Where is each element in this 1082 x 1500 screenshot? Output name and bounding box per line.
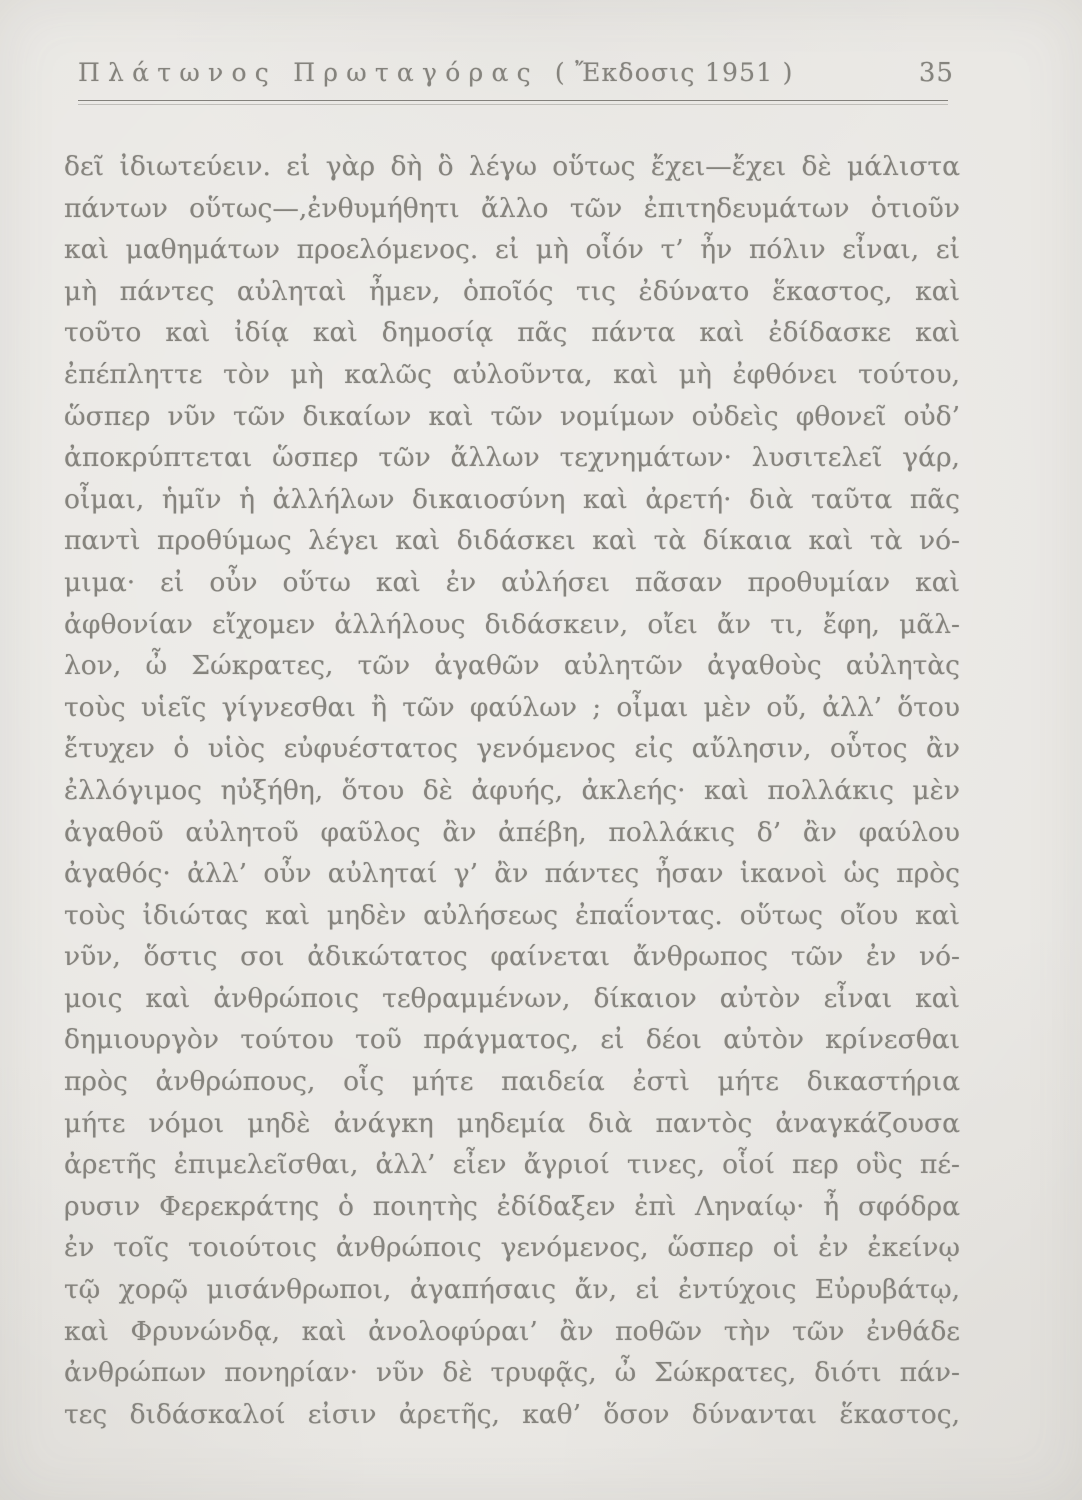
text-line: ὥσπερ νῦν τῶν δικαίων καὶ τῶν νομίμων οὐδεὶς φθονεῖ οὐδ’: [64, 400, 960, 432]
text-line: ἀγαθός· ἀλλ’ οὖν αὐληταί γ’ ἂν πάντες ἦσαν ἱκανοὶ ὡς πρὸς: [64, 858, 960, 890]
text-line: τες διδάσκαλοί εἰσιν ἀρετῆς, καθ’ ὅσον δύνανται ἕκαστος,: [64, 1398, 960, 1430]
text-line: ἀποκρύπτεται ὥσπερ τῶν ἄλλων τεχνημάτων· λυσιτελεῖ γάρ,: [64, 442, 960, 474]
text-line: καὶ Φρυνώνδᾳ, καὶ ἀνολοφύραι’ ἂν ποθῶν τὴν τῶν ἐνθάδε: [64, 1315, 960, 1347]
text-block: [64, 146, 960, 1435]
text-line: τοῦτο καὶ ἰδίᾳ καὶ δημοσίᾳ πᾶς πάντα καὶ ἐδίδασκε καὶ: [64, 317, 960, 349]
text-line: μιμα· εἰ οὖν οὕτω καὶ ἐν αὐλήσει πᾶσαν προθυμίαν καὶ: [64, 566, 960, 598]
text-line: μοις καὶ ἀνθρώποις τεθραμμένων, δίκαιον αὐτὸν εἶναι καὶ: [64, 982, 960, 1014]
text-line: πάντων οὕτως—,ἐνθυμήθητι ἄλλο τῶν ἐπιτηδευμάτων ὁτιοῦν: [64, 192, 960, 224]
text-line: πρὸς ἀνθρώπους, οἷς μήτε παιδεία ἐστὶ μήτε δικαστήρια: [64, 1066, 960, 1098]
header-rule: [78, 100, 948, 105]
text-line: τοὺς ἰδιώτας καὶ μηδὲν αὐλήσεως ἐπαΐοντας. οὕτως οἴου καὶ: [64, 899, 960, 931]
text-line: ἀνθρώπων πονηρίαν· νῦν δὲ τρυφᾷς, ὦ Σώκρατες, διότι πάν-: [64, 1357, 960, 1389]
text-line: καὶ μαθημάτων προελόμενος. εἰ μὴ οἷόν τ’ ἦν πόλιν εἶναι, εἰ: [64, 234, 960, 266]
text-line: δημιουργὸν τούτου τοῦ πράγματος, εἰ δέοι αὐτὸν κρίνεσθαι: [64, 1024, 960, 1056]
text-line: μήτε νόμοι μηδὲ ἀνάγκη μηδεμία διὰ παντὸς ἀναγκάζουσα: [64, 1107, 960, 1139]
edition-label: ( Ἔκδοσις 1951 ): [554, 58, 794, 87]
text-line: ἀφθονίαν εἴχομεν ἀλλήλους διδάσκειν, οἴει ἄν τι, ἔφη, μᾶλ-: [64, 608, 960, 640]
text-line: τοὺς υἱεῖς γίγνεσθαι ἢ τῶν φαύλων ; οἶμαι μὲν οὔ, ἀλλ’ ὅτου: [64, 691, 960, 723]
text-line: ρυσιν Φερεκράτης ὁ ποιητὴς ἐδίδαξεν ἐπὶ Ληναίῳ· ἦ σφόδρα: [64, 1190, 960, 1222]
text-line: ἀγαθοῦ αὐλητοῦ φαῦλος ἂν ἀπέβη, πολλάκις δ’ ἂν φαύλου: [64, 816, 960, 848]
text-line: δεῖ ἰδιωτεύειν. εἰ γὰρ δὴ ὃ λέγω οὕτως ἔχει—ἔχει δὲ μάλιστα: [64, 151, 960, 182]
text-line: παντὶ προθύμως λέγει καὶ διδάσκει καὶ τὰ δίκαια καὶ τὰ νό-: [64, 525, 960, 557]
text-line: λον, ὦ Σώκρατες, τῶν ἀγαθῶν αὐλητῶν ἀγαθοὺς αὐλητὰς: [64, 650, 960, 682]
text-line: ἐλλόγιμος ηὐξήθη, ὅτου δὲ ἀφυής, ἀκλεής· καὶ πολλάκις μὲν: [64, 774, 960, 806]
page-header: [78, 58, 954, 88]
text-line: μὴ πάντες αὐληταὶ ἦμεν, ὁποῖός τις ἐδύνατο ἕκαστος, καὶ: [64, 275, 960, 307]
text-line: ἐπέπληττε τὸν μὴ καλῶς αὐλοῦντα, καὶ μὴ ἐφθόνει τούτου,: [64, 358, 960, 390]
running-title: Πλάτωνος Πρωταγόρας: [78, 58, 539, 87]
text-line: ἀρετῆς ἐπιμελεῖσθαι, ἀλλ’ εἶεν ἄγριοί τινες, οἷοί περ οὓς πέ-: [64, 1149, 960, 1181]
page-number: 35: [918, 58, 954, 88]
text-line: τῷ χορῷ μισάνθρωποι, ἀγαπήσαις ἄν, εἰ ἐντύχοις Εὐρυβάτῳ,: [64, 1274, 960, 1306]
text-line: ἐν τοῖς τοιούτοις ἀνθρώποις γενόμενος, ὥσπερ οἱ ἐν ἐκείνῳ: [64, 1232, 960, 1264]
text-line: νῦν, ὅστις σοι ἀδικώτατος φαίνεται ἄνθρωπος τῶν ἐν νό-: [64, 941, 960, 973]
text-line: ἔτυχεν ὁ υἱὸς εὐφυέστατος γενόμενος εἰς αὔλησιν, οὗτος ἂν: [64, 733, 960, 765]
text-line: οἶμαι, ἡμῖν ἡ ἀλλήλων δικαιοσύνη καὶ ἀρετή· διὰ ταῦτα πᾶς: [64, 483, 960, 515]
